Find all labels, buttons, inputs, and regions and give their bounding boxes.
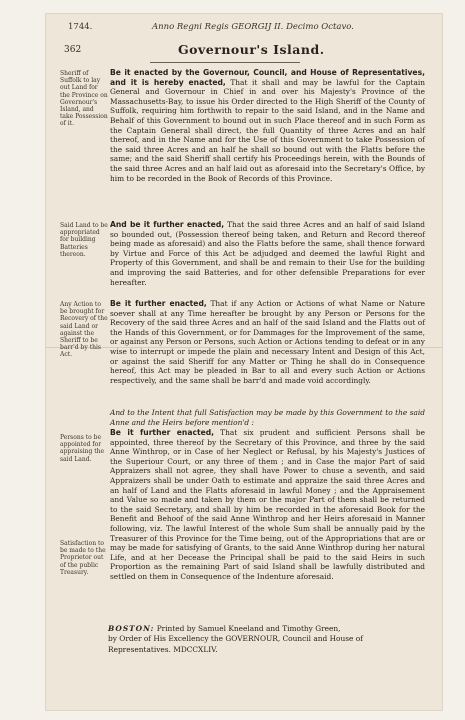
margin-note: Said Land to be appropriated for building Batteries thereon. [60, 222, 108, 258]
margin-note: Sheriff of Suffolk to lay out Land for the Province on Governour's Island, and take Possession of it. [60, 70, 108, 128]
paragraph-lead: Be it further enacted, [110, 299, 207, 308]
margin-note: Satisfaction to be made to the Proprietor out of the public Treasury. [60, 540, 106, 576]
page-title: Governour's Island. [178, 42, 325, 57]
imprint [108, 624, 428, 655]
paragraph-text: That the said three Acres and an half of said Island so bounded out, (Possession thereof being taken, and Return and Record thereof being made as aforesaid) and also the Flatts before the same, shall thence forward by Virtue and Force of this Act be adjudged and deemed the lawful Right and Property of this Government, and shall be and remain to their Use for the building and improving the said Batteries, and for other defensible Preparations for ever hereafter. [110, 220, 425, 287]
title-rule [150, 62, 300, 63]
paragraph-4 [110, 428, 425, 582]
header-year: 1744. [68, 22, 93, 32]
paragraph-text: That six prudent and sufficient Persons shall be appointed, three thereof by the Secretary of this Province, and three by the said Anne Winthrop, or in Case of her Neglect or Refusal, by his Majesty's Justices of the Superiour Court, or any three of them ; and in Case the major Part of said Appraizers shall not agree, they shall have Power to chuse a seventh, and said Appraizers shall be under Oath to estimate and appraize the said three Acres and an half of Land and the Flatts aforesaid in lawful Money ; and the Appraisement and Value so made and taken by them or the major Part of them shall be returned to the said Secretary, and shall by him be recorded in the aforesaid Book for the Benefit and Behoof of the said Anne Winthrop and her Heirs aforesaid in Manner following, viz. The lawful Interest of the whole Sum shall be annually paid by the Treasurer of this Province for the Time being, out of the Appropriations that are or may be made for satisfying of Grants, to the said Anne Winthrop during her natural Life, and at her Decease the Principal shall be paid to the said Heirs in such Proportion as the remaining Part of said Island shall be lawfully distributed and settled on them in Consequence of the Indenture aforesaid. [110, 428, 425, 581]
paragraph-lead: Be it further enacted, [110, 428, 215, 437]
imprint-city: BOSTON: [108, 624, 155, 633]
paragraph-lead: And be it further enacted, [110, 220, 225, 229]
paragraph-text: That if any Action or Actions of what Name or Nature soever shall at any Time hereafter be brought by any Person or Persons for the Recovery of the said three Acres and an half of the said Island and the Flatts out of the Hands of this Government, or for Dammages for the Improvement of the same, or against any Person or Persons, such Action or Actions tending to defeat or in any wise to interrupt or impede the plain and necessary Intent and Design of this Act, or against the said Sheriff for any Matter or Thing he shall do in Consequence hereof, this Act may be pleaded in Bar to all and every such Action or Actions respectively, and the same shall be barr'd and made void accordingly. [110, 299, 425, 385]
imprint-line-2: by Order of His Excellency the GOVERNOUR, Council and House of [108, 634, 363, 644]
imprint-line-1: Printed by Samuel Kneeland and Timothy Green, [156, 624, 341, 633]
intro-paragraph: And to the Intent that full Satisfaction may be made by this Government to the said Anne and the Heirs before mention'd : [110, 408, 425, 427]
paragraph-1 [110, 68, 425, 183]
paragraph-lead: Be it enacted by the Governour, Council, and House of Representatives, and it is hereby enacted, [110, 68, 425, 87]
page-number: 362 [64, 45, 82, 55]
margin-note: Persons to be appointed for appraising the said Land. [60, 434, 105, 463]
paragraph-text: That it shall and may be lawful for the Captain General and Governour in Chief in and over his Majesty's Province of the Massachusetts-Bay, to issue his Order directed to the High Sheriff of the County of Suffolk, requiring him forthwith to repair to the said Island, and in the Name and Behalf of this Government to bound out in such Place thereof and in such Form as the Captain General shall direct, the full Quantity of three Acres and an half thereof, and in the Name and for the Use of this Government to take Possession of the said three Acres and an half he shall so bound out with the Flatts before the same; and the said Sheriff shall certify his Proceedings herein, with the Bounds of the said three Acres and an half laid out as aforesaid into the Secretary's Office, by him to be recorded in the Book of Records of this Province. [110, 77, 425, 183]
paragraph-2 [110, 220, 425, 287]
header-running-title: Anno Regni Regis GEORGIJ II. Decimo Octavo. [152, 22, 354, 32]
paragraph-3 [110, 299, 425, 385]
imprint-line-3: Representatives. MDCCXLIV. [108, 644, 218, 654]
margin-note: Any Action to be brought for Recovery of the said Land or against the Sheriff to be barr'd by this Act. [60, 301, 108, 359]
